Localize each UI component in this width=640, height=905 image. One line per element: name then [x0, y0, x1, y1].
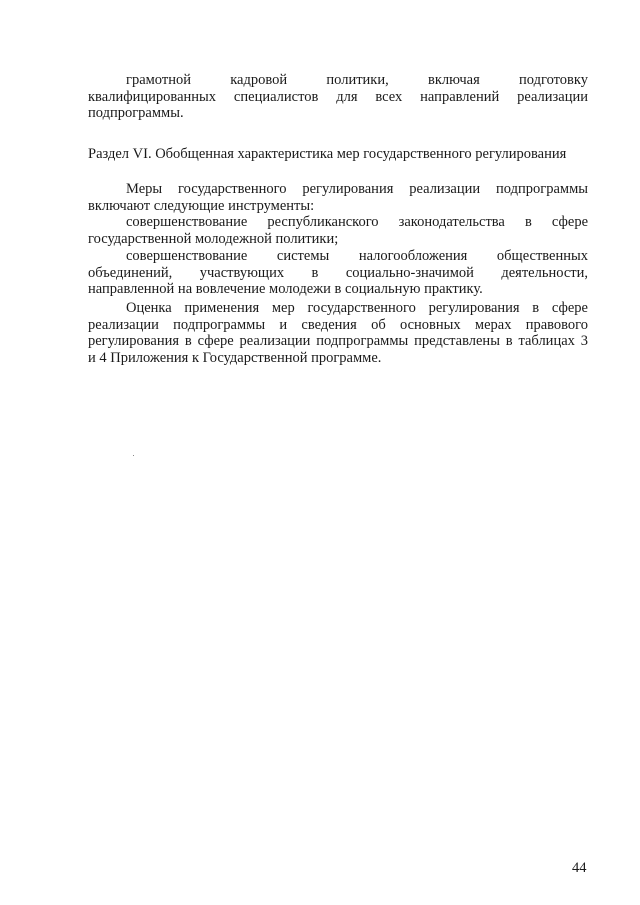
- body-paragraph: [88, 181, 588, 214]
- section-heading: Раздел VI. Обобщенная характеристика мер государственного регулирования: [88, 146, 567, 162]
- text-line: подпрограммы.: [88, 105, 184, 121]
- text-line: направленной на вовлечение молодежи в социальную практику.: [88, 281, 483, 297]
- text-line: совершенствование республиканского законодательства в сфере: [126, 214, 588, 230]
- text-line: Меры государственного регулирования реализации подпрограммы: [126, 181, 588, 197]
- text-line: и 4 Приложения к Государственной программе.: [88, 349, 382, 366]
- text-line: квалифицированных специалистов для всех направлений реализации: [88, 88, 588, 105]
- text-line: объединений, участвующих в социально-значимой деятельности,: [88, 264, 588, 281]
- text-line: государственной молодежной политики;: [88, 230, 339, 247]
- text-line: реализации подпрограммы и сведения об основных мерах правового: [88, 316, 588, 333]
- body-paragraph: [88, 248, 588, 298]
- page-number: 44: [572, 860, 587, 876]
- text-line: грамотной кадровой политики, включая подготовку: [126, 72, 588, 88]
- text-line: Оценка применения мер государственного регулирования в сфере: [126, 300, 588, 316]
- text-line: регулирования в сфере реализации подпрограммы представлены в таблицах 3: [88, 333, 588, 349]
- text-line: включают следующие инструменты:: [88, 197, 315, 214]
- text-line: совершенствование системы налогообложения общественных: [126, 248, 588, 264]
- body-paragraph: [88, 214, 588, 247]
- intro-paragraph: [88, 72, 588, 122]
- scan-speck: [133, 455, 134, 456]
- body-paragraph: [88, 300, 588, 366]
